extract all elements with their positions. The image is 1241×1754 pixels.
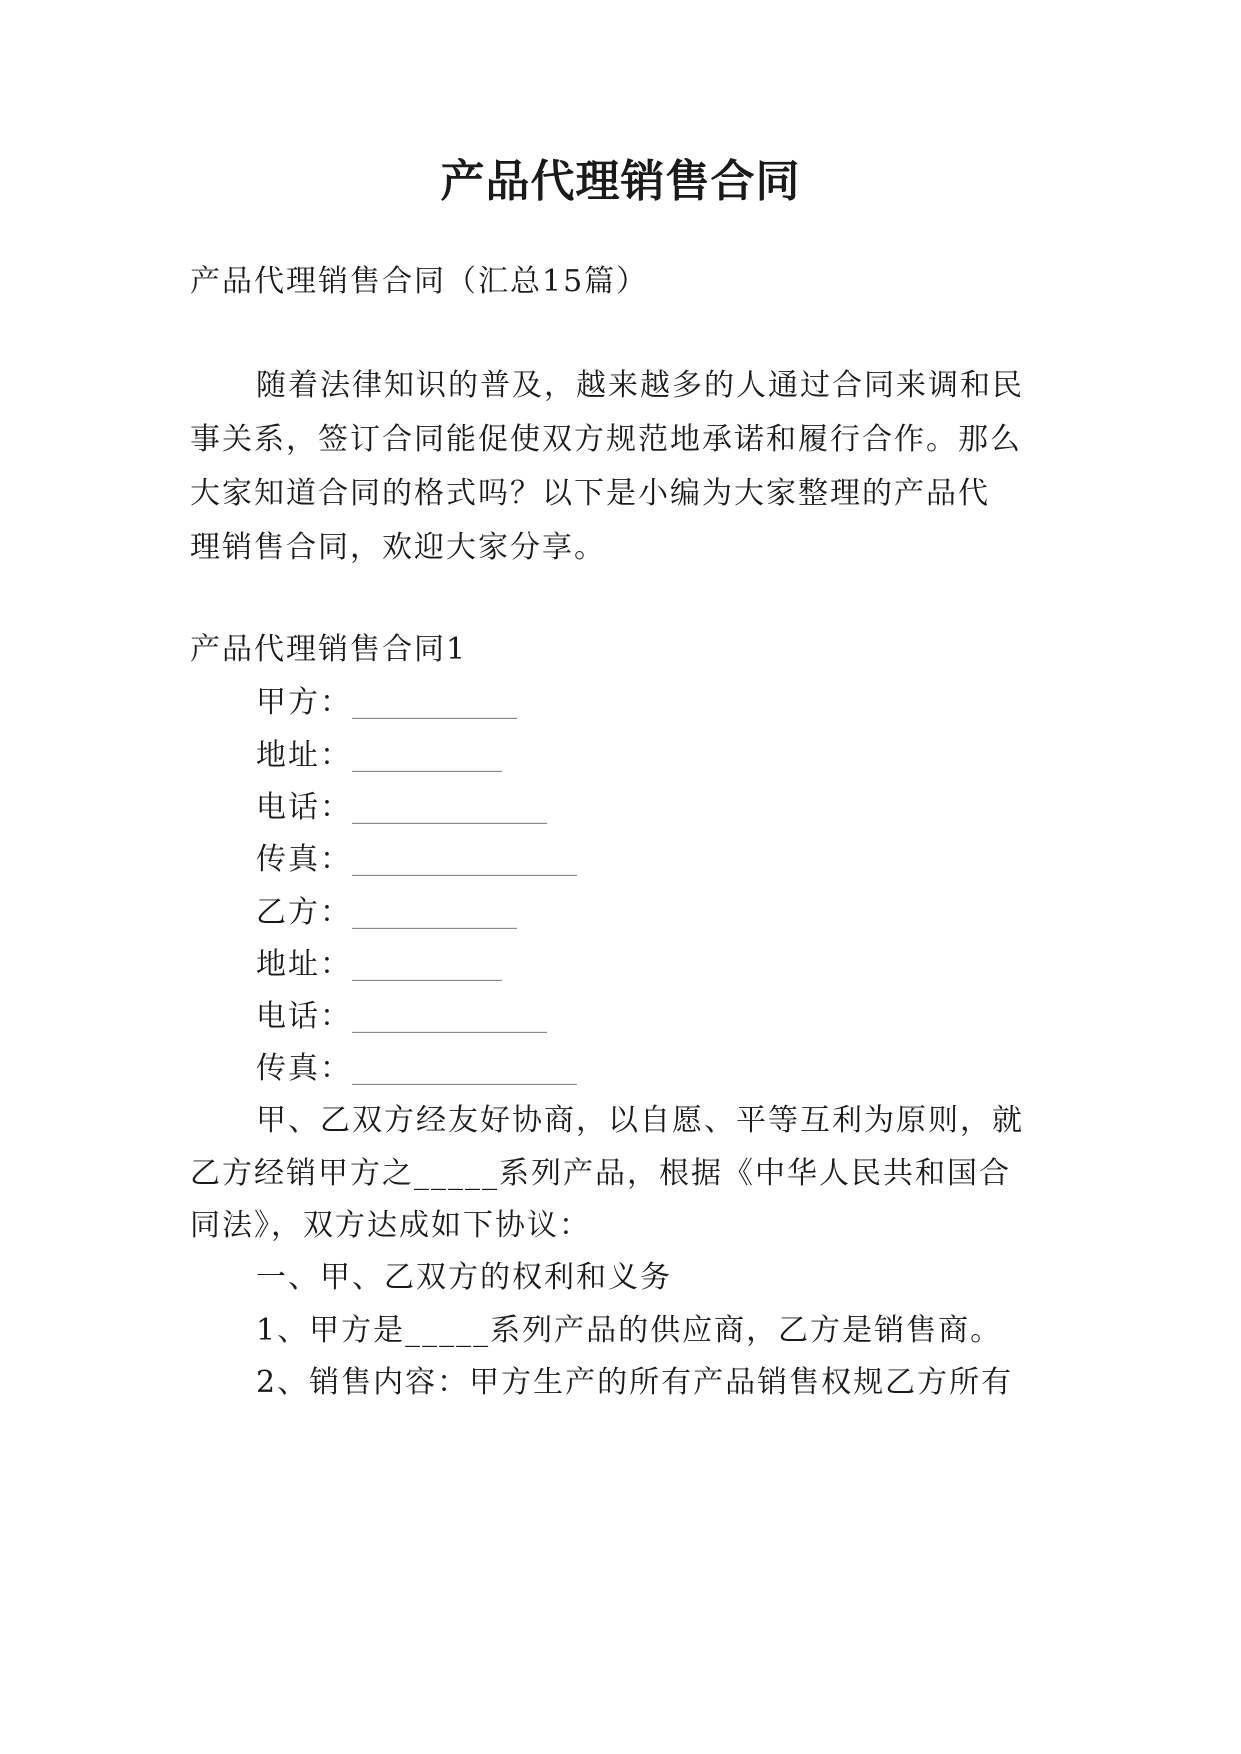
field-label: 甲方： [256,685,352,720]
intro-line: 随着法律知识的普及，越来越多的人通过合同来调和民 [256,368,1024,403]
clause-item: 2、销售内容：甲方生产的所有产品销售权规乙方所有 [256,1365,1014,1400]
field-blank: __________ [352,947,502,982]
field-label: 乙方： [256,895,352,930]
field-label: 电话： [256,999,352,1034]
intro-line: 事关系，签订合同能促使双方规范地承诺和履行合作。那么 [190,422,1022,457]
party-field-b-fax [256,1049,577,1089]
document-subtitle: 产品代理销售合同（汇总15篇） [190,264,649,299]
intro-line: 大家知道合同的格式吗？以下是小编为大家整理的产品代 [190,476,990,511]
field-label: 电话： [256,790,352,825]
field-blank: __________ [352,738,502,773]
clause-heading: 一、甲、乙双方的权利和义务 [256,1260,672,1295]
party-field-b-phone [256,997,547,1037]
document-title: 产品代理销售合同 [440,156,801,207]
party-field-b-name [256,893,517,933]
party-field-a-fax [256,840,577,880]
field-blank: ___________ [352,895,517,930]
party-field-b-address [256,945,502,985]
agreement-line: 同法》，双方达成如下协议： [190,1208,591,1243]
field-blank: _____________ [352,790,547,825]
section-heading: 产品代理销售合同1 [190,632,468,667]
field-blank: _____________ [352,999,547,1034]
field-label: 地址： [256,738,352,773]
party-field-a-phone [256,788,547,828]
field-label: 地址： [256,947,352,982]
field-label: 传真： [256,1051,352,1086]
agreement-line: 乙方经销甲方之_____系列产品，根据《中华人民共和国合 [190,1156,1011,1191]
party-field-a-address [256,736,502,776]
field-blank: _______________ [352,842,577,877]
intro-line: 理销售合同，欢迎大家分享。 [190,530,606,565]
agreement-line: 甲、乙双方经友好协商，以自愿、平等互利为原则，就 [256,1103,1024,1138]
clause-item: 1、甲方是_____系列产品的供应商，乙方是销售商。 [256,1313,1003,1348]
field-blank: ___________ [352,685,517,720]
field-blank: _______________ [352,1051,577,1086]
field-label: 传真： [256,842,352,877]
party-field-a-name [256,683,517,723]
